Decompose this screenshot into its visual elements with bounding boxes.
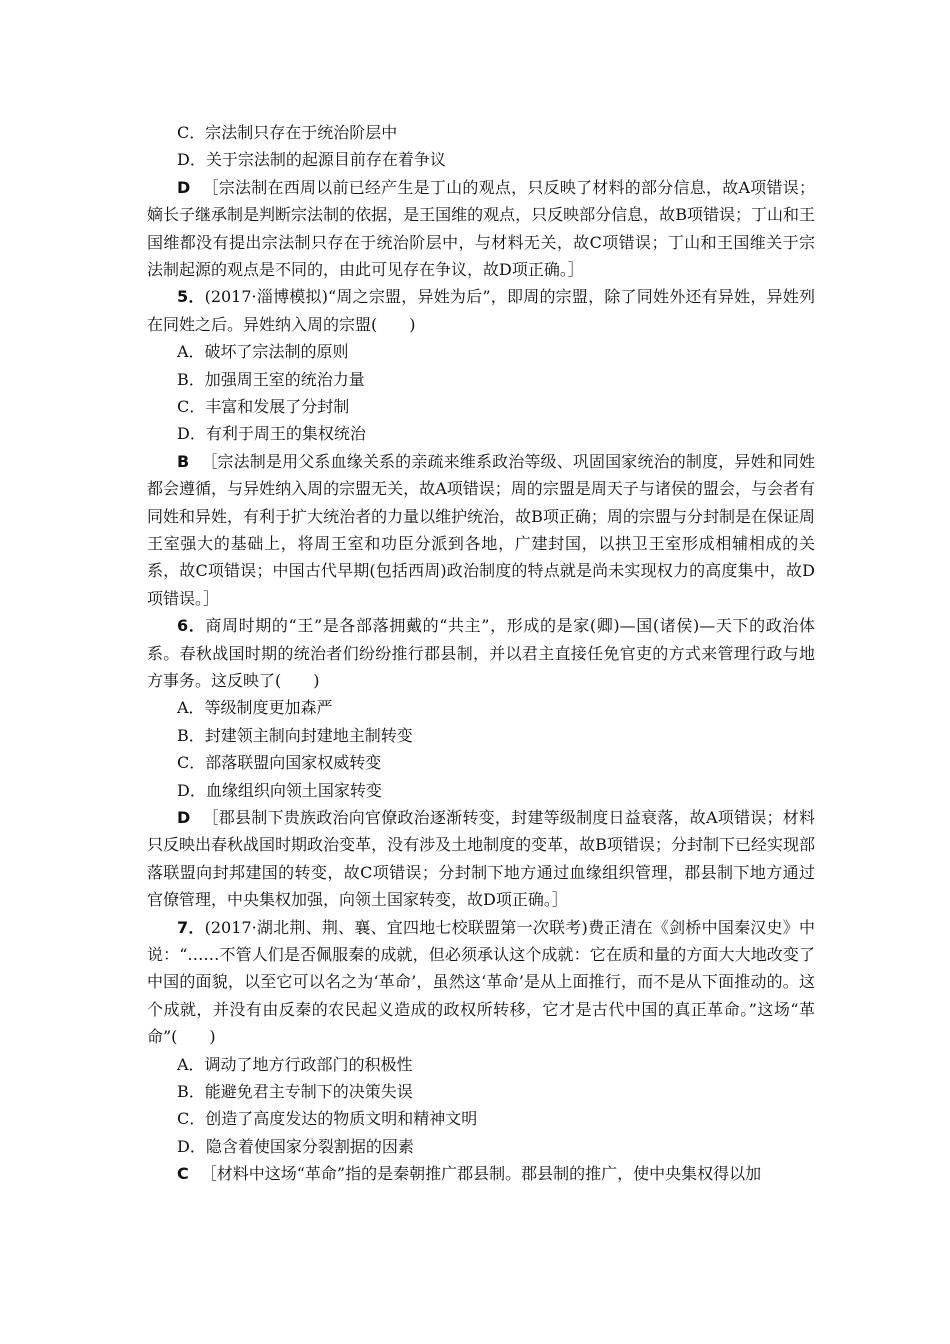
answer-explanation	[147, 174, 815, 284]
option-a: A．破坏了宗法制的原则	[177, 342, 349, 362]
option-b: B．加强周王室的统治力量	[177, 369, 365, 389]
option-b: B．封建领主制向封建地主制转变	[177, 725, 413, 745]
option-b: B．能避免君主专制下的决策失误	[177, 1082, 413, 1102]
question-6	[147, 612, 815, 913]
answer-explanation	[147, 804, 815, 914]
option-a: A．等级制度更加森严	[177, 698, 333, 718]
answer-letter: C	[177, 1164, 189, 1184]
explanation-text: ［宗法制是用父系血缘关系的亲疏来维系政治等级、巩固国家统治的制度，异姓和同姓都会遵循，与异姓纳入周的宗盟无关，故A项错误；周的宗盟是周天子与诸侯的盟会，与会者有同姓和异姓，有利于扩大统治者的力量以维护统治，故B项正确；周的宗盟与分封制是在保证周王室强大的基础上，将周王室和功臣分派到各地，广建封国，以拱卫王室形成相辅相成的关系，故C项错误；中国古代早期(包括西周)政治制度的特点就是尚未实现权力的高度集中，故D项错误。］	[147, 451, 815, 608]
question-stem	[147, 914, 815, 1051]
option-d: D．有利于周王的集权统治	[177, 424, 366, 444]
option-d: D．关于宗法制的起源目前存在着争议	[177, 150, 446, 170]
answer-explanation	[147, 448, 815, 612]
question-5	[147, 283, 815, 612]
question-4	[147, 119, 815, 283]
option-a: A．调动了地方行政部门的积极性	[177, 1054, 413, 1074]
option-d: D．隐含着使国家分裂割据的因素	[177, 1136, 414, 1156]
answer-explanation	[147, 1160, 815, 1187]
question-stem	[147, 283, 815, 338]
explanation-text: ［郡县制下贵族政治向官僚政治逐渐转变，封建等级制度日益衰落，故A项错误；材料只反映出春秋战国时期政治变革，没有涉及土地制度的变革，故B项错误；分封制下已经实现部落联盟向封邦建国的转变，故C项错误；分封制下地方通过血缘组织管理，郡县制下地方通过官僚管理，中央集权加强，向领土国家转变，故D项正确。］	[147, 808, 815, 910]
stem-text: (2017·湖北荆、荆、襄、宜四地七校联盟第一次联考)费正清在《剑桥中国秦汉史》中说：“……不管人们是否佩服秦的成就，但必须承认这个成就：它在质和量的方面大大地改变了中国的面貌，以至它可以名之为‘革命’，虽然这‘革命’是从上面推行，而不是从下面推动的。这个成就，并没有由反秦的农民起义造成的政权所转移，它才是古代中国的真正革命。”这场“革命”( )	[147, 917, 815, 1047]
option-c: C．丰富和发展了分封制	[177, 397, 350, 416]
answer-letter: D	[177, 808, 191, 827]
stem-text: (2017·淄博模拟)“周之宗盟，异姓为后”，即周的宗盟，除了同姓外还有异姓，异姓列在同姓之后。异姓纳入周的宗盟( )	[147, 287, 815, 334]
document-page	[147, 119, 815, 1188]
answer-letter: D	[177, 177, 191, 197]
option-c: C．创造了高度发达的物质文明和精神文明	[177, 1109, 478, 1129]
question-7	[147, 914, 815, 1188]
explanation-text: ［材料中这场“革命”指的是秦朝推广郡县制。郡县制的推广，使中央集权得以加	[200, 1164, 762, 1184]
explanation-text: ［宗法制在西周以前已经产生是丁山的观点，只反映了材料的部分信息，故A项错误；嫡长子继承制是判断宗法制的依据，是王国维的观点，只反映部分信息，故B项错误；丁山和王国维都没有提出宗法制只存在于统治阶层中，与材料无关，故C项错误；丁山和王国维关于宗法制起源的观点是不同的，由此可见存在争议，故D项正确。］	[147, 177, 815, 279]
question-number: 5．	[177, 287, 205, 307]
option-c: C．宗法制只存在于统治阶层中	[177, 123, 398, 142]
question-number: 6．	[177, 616, 206, 636]
answer-letter: B	[177, 451, 190, 471]
stem-text: 商周时期的“王”是各部落拥戴的“共主”，形成的是家(卿)—国(诸侯)—天下的政治体系。春秋战国时期的统治者们纷纷推行郡县制，并以君主直接任免官吏的方式来管理行政与地方事务。这反映了( )	[147, 616, 815, 691]
option-c: C．部落联盟向国家权威转变	[177, 753, 382, 773]
question-number: 7．	[177, 917, 205, 937]
question-stem	[147, 612, 815, 694]
option-d: D．血缘组织向领土国家转变	[177, 780, 382, 800]
